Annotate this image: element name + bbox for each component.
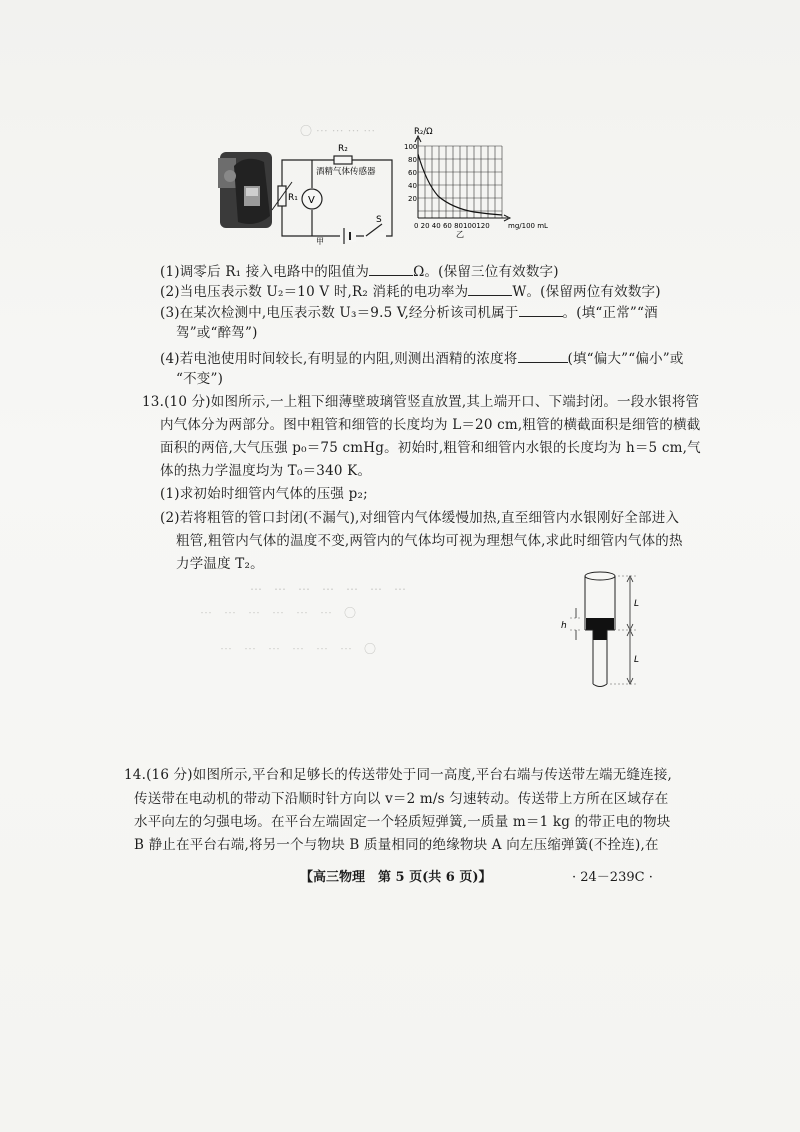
q12-part3-cont: 驾”或“醉驾”) [176,325,258,341]
answer-blank-1[interactable] [369,262,413,276]
r1-label: R₁ [288,193,298,203]
xticks: 0 20 40 60 80100120 [414,222,490,230]
q13-stem-line2: 内气体分为两部分。图中粗管和细管的长度均为 L＝20 cm,粗管的横截面积是细管的横截 [160,417,701,433]
ytick-100: 100 [404,143,418,151]
q14-stem-line3: 水平向左的匀强电场。在平台左端固定一个轻质短弹簧,一质量 m＝1 kg 的带正电的物块 [134,814,671,830]
q13-sub2-line3: 力学温度 T₂。 [176,556,264,572]
exam-code: · 24－239C · [572,870,653,885]
q12-part4 [160,349,684,368]
voltmeter-label: V [308,195,315,206]
ytick-60: 60 [408,169,417,177]
q12-part1-suffix: Ω。(保留三位有效数字) [413,264,559,280]
tube-label-top: L [634,599,640,609]
q13-stem-line4: 体的热力学温度均为 T₀＝340 K。 [160,463,372,479]
page-footer: 【高三物理 第 5 页(共 6 页)】 [300,870,492,885]
q12-part3-prefix: (3)在某次检测中,电压表示数 U₃＝9.5 V,经分析该司机属于 [160,305,519,321]
q14-stem-line1: 14.(16 分)如图所示,平台和足够长的传送带处于同一高度,平台右端与传送带左端无缝连接, [124,767,673,783]
q12-part1-prefix: (1)调零后 R₁ 接入电路中的阻值为 [160,264,370,280]
bleed-through-text: ⋯ ⋯ ⋯ ⋯ ⋯ ⋯ ⋯ [250,582,407,596]
q13-sub2-line1: (2)若将粗管的管口封闭(不漏气),对细管内气体缓慢加热,直至细管内水银刚好全部进入 [160,510,680,526]
q12-part2-suffix: W。(保留两位有效数字) [512,284,661,300]
q13-stem-line3: 面积的两倍,大气压强 p₀＝75 cmHg。初始时,粗管和细管内水银的长度均为 h＝5 cm,气 [160,440,701,456]
r2-label: R₂ [338,144,348,154]
glass-tube-figure [560,568,650,692]
q14-stem-line2: 传送带在电动机的带动下沿顺时针方向以 v＝2 m/s 匀速转动。传送带上方所在区域存在 [134,791,669,807]
ytick-80: 80 [408,156,417,164]
answer-blank-4[interactable] [518,349,568,363]
ytick-40: 40 [408,182,417,190]
mercury-thick [586,618,614,630]
q12-part4-suffix: (填“偏大”“偏小”或 [567,351,684,367]
breathalyzer-photo [218,152,272,228]
q12-part4-cont: “不变”) [176,371,224,387]
circuit-figure [216,136,396,246]
mercury-thin [593,630,607,640]
tube-label-bottom: L [634,655,640,665]
graph-xunit: mg/100 mL [508,222,548,230]
q14-stem-line4: B 静止在平台右端,将另一个与物块 B 质量相同的绝缘物块 A 向左压缩弹簧(不拴连),在 [134,837,659,853]
bleed-through-text: ⋯ ⋯ ⋯ ⋯ ⋯ ⋯ 〇 [220,642,377,656]
figure-jia-caption: 甲 [316,237,324,246]
q12-part2 [160,282,661,301]
figure-yi-caption: 乙 [456,230,464,239]
q13-sub1: (1)求初始时细管内气体的压强 p₂; [160,486,368,502]
graph-grid [418,146,502,218]
bleed-through-text: 〇 ⋯ ⋯ ⋯ ⋯ [300,124,376,138]
answer-blank-3[interactable] [519,303,563,317]
resistance-graph [404,124,564,240]
q12-part3-suffix: 。(填“正常”“酒 [562,305,658,321]
q12-part4-prefix: (4)若电池使用时间较长,有明显的内阻,则测出酒精的浓度将 [160,351,518,367]
q12-part1 [160,262,559,281]
bleed-through-text: ⋯ ⋯ ⋯ ⋯ ⋯ ⋯ 〇 [200,606,357,620]
q13-stem-line1: 13.(10 分)如图所示,一上粗下细薄壁玻璃管竖直放置,其上端开口、下端封闭。一段水银将管 [142,394,700,410]
q12-part3 [160,303,658,322]
q12-part2-prefix: (2)当电压表示数 U₂＝10 V 时,R₂ 消耗的电功率为 [160,284,469,300]
answer-blank-2[interactable] [468,282,512,296]
ytick-20: 20 [408,195,417,203]
r2-resistor [334,156,352,164]
tube-label-h: h [561,621,567,631]
graph-ylabel: R₂/Ω [414,127,433,137]
sensor-label: 酒精气体传感器 [316,167,376,177]
switch-label: S [376,215,382,225]
q13-sub2-line2: 粗管,粗管内气体的温度不变,两管内的气体均可视为理想气体,求此时细管内气体的热 [176,533,683,549]
